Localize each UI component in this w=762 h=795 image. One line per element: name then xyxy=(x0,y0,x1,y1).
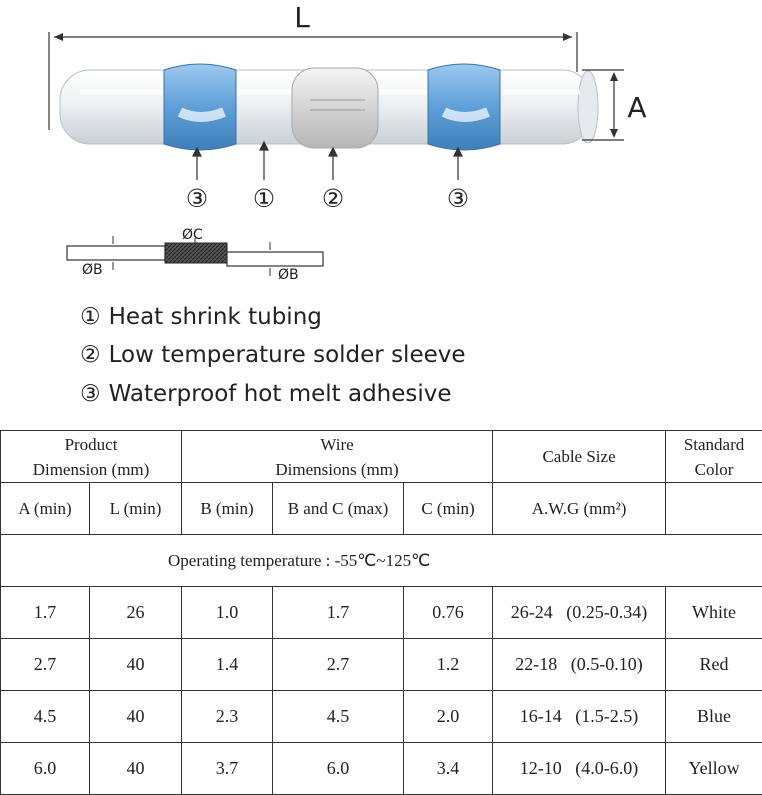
legend-number: ② xyxy=(80,342,101,368)
cell-bc: 4.5 xyxy=(273,691,404,743)
cell-bc: 2.7 xyxy=(273,639,404,691)
table-row xyxy=(1,691,762,743)
cell-c: 3.4 xyxy=(404,743,493,795)
legend-number: ③ xyxy=(80,381,101,407)
legend-text: Waterproof hot melt adhesive xyxy=(109,381,452,407)
adhesive-ring-left xyxy=(164,64,236,150)
wire-diagram xyxy=(67,227,323,283)
dimension-a-label: A xyxy=(627,91,646,124)
legend-heat-shrink xyxy=(80,304,322,330)
product-diagram xyxy=(0,0,762,300)
legend-text: Heat shrink tubing xyxy=(109,304,322,330)
adhesive-ring-right xyxy=(428,64,500,150)
cell-a: 4.5 xyxy=(1,691,90,743)
cell-a: 2.7 xyxy=(1,639,90,691)
callout-3-left: ③ xyxy=(186,184,208,213)
cell-a: 6.0 xyxy=(1,743,90,795)
legend-number: ① xyxy=(80,304,101,330)
cell-c: 0.76 xyxy=(404,587,493,639)
col-c-min: C (min) xyxy=(404,483,493,535)
legend-solder-sleeve xyxy=(80,342,466,368)
cell-b: 1.0 xyxy=(182,587,273,639)
specification-table xyxy=(0,430,762,795)
col-awg: A.W.G (mm²) xyxy=(493,483,666,535)
cell-color: Blue xyxy=(666,691,762,743)
cell-bc: 6.0 xyxy=(273,743,404,795)
legend-text: Low temperature solder sleeve xyxy=(109,342,466,368)
cell-c: 2.0 xyxy=(404,691,493,743)
cell-color: White xyxy=(666,587,762,639)
cell-cable: 26-24 (0.25-0.34) xyxy=(493,587,666,639)
table-row xyxy=(1,639,762,691)
callout-1: ① xyxy=(253,184,275,213)
wire-c-label: ØC xyxy=(182,227,203,243)
callout-3-right: ③ xyxy=(447,184,469,213)
wire-b-left-label: ØB xyxy=(82,262,103,278)
table-group-header-row xyxy=(1,431,762,483)
callout-2: ② xyxy=(322,184,344,213)
cell-l: 40 xyxy=(90,743,182,795)
cell-a: 1.7 xyxy=(1,587,90,639)
cell-bc: 1.7 xyxy=(273,587,404,639)
col-a-min: A (min) xyxy=(1,483,90,535)
col-color xyxy=(666,483,762,535)
cell-l: 40 xyxy=(90,691,182,743)
solder-sleeve xyxy=(292,68,378,148)
cell-l: 26 xyxy=(90,587,182,639)
dimension-l-label: L xyxy=(294,1,310,34)
wire-b-right-label: ØB xyxy=(278,267,299,283)
legend-adhesive xyxy=(80,381,452,407)
cell-color: Yellow xyxy=(666,743,762,795)
operating-temperature: Operating temperature : -55℃~125℃ xyxy=(1,535,762,587)
col-bc-max: B and C (max) xyxy=(273,483,404,535)
cell-b: 1.4 xyxy=(182,639,273,691)
table-row xyxy=(1,587,762,639)
col-b-min: B (min) xyxy=(182,483,273,535)
cable-size-header: Cable Size xyxy=(493,431,666,483)
cell-l: 40 xyxy=(90,639,182,691)
cell-c: 1.2 xyxy=(404,639,493,691)
cell-b: 3.7 xyxy=(182,743,273,795)
cell-cable: 22-18 (0.5-0.10) xyxy=(493,639,666,691)
cell-b: 2.3 xyxy=(182,691,273,743)
standard-color-header: Standard Color xyxy=(666,431,762,483)
wire-dimensions-header: Wire Dimensions (mm) xyxy=(182,431,493,483)
cell-cable: 16-14 (1.5-2.5) xyxy=(493,691,666,743)
product-dimension-header: Product Dimension (mm) xyxy=(1,431,182,483)
table-sub-header-row xyxy=(1,483,762,535)
table-row xyxy=(1,743,762,795)
cell-color: Red xyxy=(666,639,762,691)
cell-cable: 12-10 (4.0-6.0) xyxy=(493,743,666,795)
operating-temperature-row xyxy=(1,535,762,587)
col-l-min: L (min) xyxy=(90,483,182,535)
